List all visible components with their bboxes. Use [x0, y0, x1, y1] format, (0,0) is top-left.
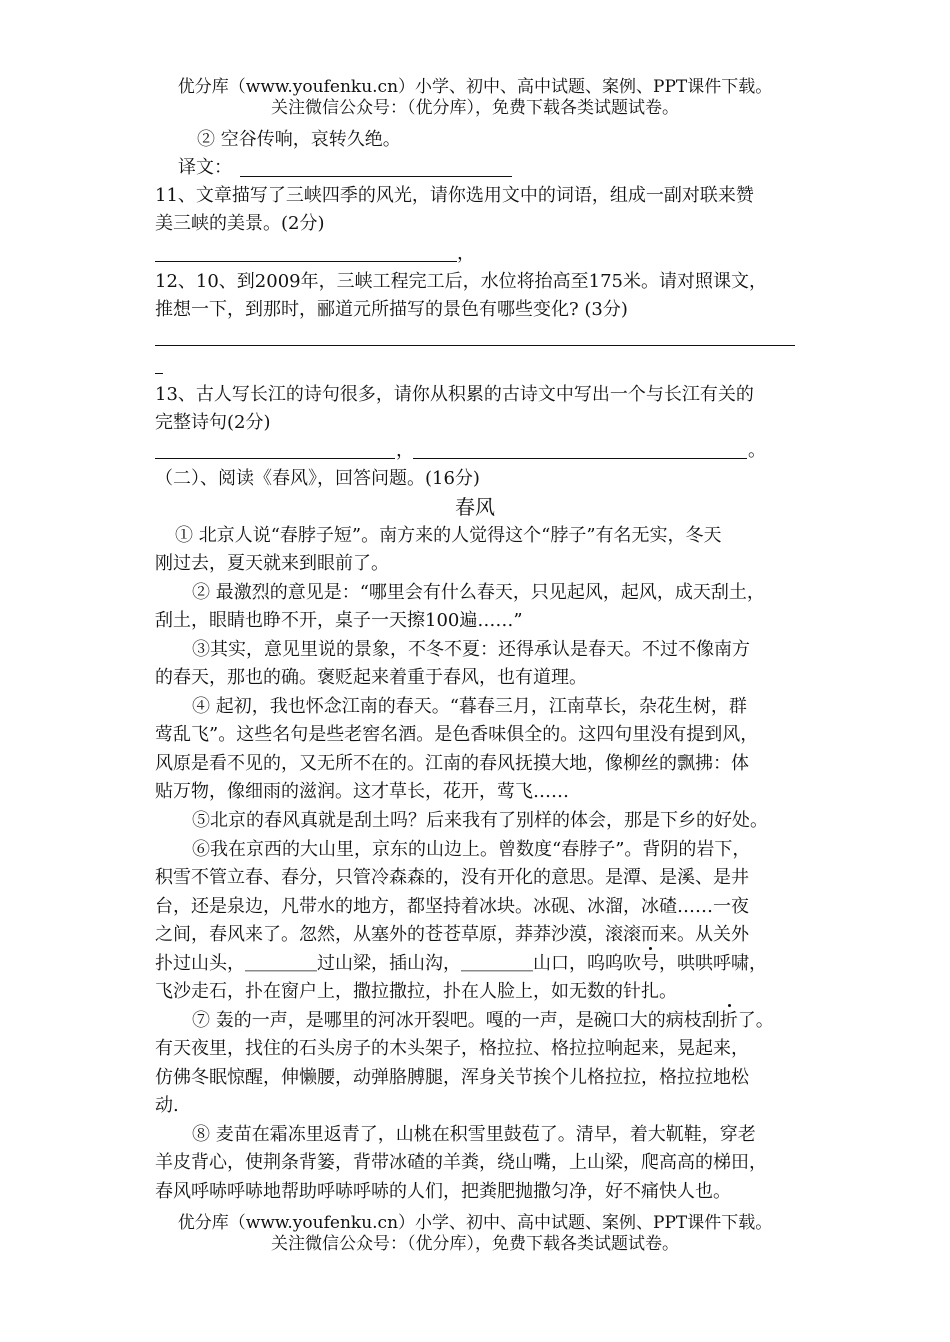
q13-line-2: 完整诗句(2分) [155, 412, 271, 433]
q12-line-2: 推想一下，到那时，郦道元所描写的景色有哪些变化? (3分) [155, 299, 628, 320]
p3-line-2: 的春天，那也的确。褒贬起来着重于春风，也有道理。 [155, 667, 587, 688]
p4-line-4: 贴万物，像细雨的滋润。这才草长，花开，莺飞…… [155, 781, 569, 802]
q13-comma: ， [396, 440, 414, 461]
q13-period: 。 [748, 440, 766, 461]
p1-line-2: 刚过去，夏天就来到眼前了。 [155, 553, 389, 574]
p7-line-1-a: ⑦ 轰的一声，是哪里的河冰开裂吧。嘎的一声，是碗口大的病枝刮 [192, 1010, 720, 1031]
p8-line-2: 羊皮背心，使荆条背篓，背带冰碴的羊粪，绕山嘴，上山梁，爬高高的梯田， [155, 1152, 767, 1173]
p3-line-1: ③其实，意见里说的景象，不冬不夏：还得承认是春天。不过不像南方 [192, 639, 750, 660]
p6-line-5-c: 山口，呜呜吹 [533, 953, 641, 974]
p6-line-2: 积雪不管立春、春分，只管冷森森的，没有开化的意思。是潭、是溪、是井 [155, 867, 749, 888]
p1-line-1: ① 北京人说“春脖子短”。南方来的人觉得这个“脖子”有名无实，冬天 [175, 525, 722, 546]
q11-line-2: 美三峡的美景。(2分) [155, 213, 325, 234]
p6-line-5-a: 扑过山头， [155, 953, 245, 974]
q13-line-1: 13、古人写长江的诗句很多，请你从积累的古诗文中写出一个与长江有关的 [155, 384, 754, 405]
q10-translation-blank[interactable] [240, 176, 512, 177]
footer-line-2: 关注微信公众号：（优分库），免费下载各类试题试卷。 [271, 1234, 679, 1254]
q12-answer-blank[interactable] [155, 345, 795, 346]
q10-translation-label: 译文： [178, 157, 232, 178]
p6-line-5 [155, 952, 767, 976]
header-line-2: 关注微信公众号：（优分库），免费下载各类试题试卷。 [271, 98, 679, 118]
header-line-1: 优分库（www.youfenku.cn）小学、初中、高中试题、案例、PPT课件下载。 [177, 77, 773, 97]
p4-line-2: 莺乱飞”。这些名句是些老窖名酒。是色香味俱全的。这四句里没有提到风， [155, 724, 759, 745]
p7-line-1-b: 了。 [737, 1010, 774, 1031]
p2-line-1: ② 最激烈的意见是：“哪里会有什么春天，只见起风，起风，成天刮土， [192, 582, 765, 603]
p6-line-5-d: ，哄哄呼啸， [659, 953, 767, 974]
section-2-heading: （二）、阅读《春风》，回答问题。(16分) [155, 468, 480, 489]
q11-comma: ， [457, 243, 475, 264]
p6-fill-blank-1[interactable]: ＿＿＿＿ [245, 953, 317, 974]
q10-translation-row [178, 156, 232, 180]
p6-dotted-char: 号 [641, 953, 659, 974]
passage-title: 春风 [455, 495, 495, 519]
p5-line-1: ⑤北京的春风真就是刮土吗？后来我有了别样的体会，那是下乡的好处。 [192, 810, 768, 831]
p4-line-3: 风原是看不见的，又无所不在的。江南的春风抚摸大地，像柳丝的飘拂：体 [155, 753, 749, 774]
q11-line-1: 11、文章描写了三峡四季的风光，请你选用文中的词语，组成一副对联来赞 [155, 185, 754, 206]
q13-answer-blank-2[interactable] [413, 458, 747, 459]
p6-line-1: ⑥我在京西的大山里，京东的山边上。曾数度“春脖子”。背阴的岩下， [192, 839, 751, 860]
p7-line-3: 仿佛冬眠惊醒，伸懒腰，动弹胳膊腿，浑身关节挨个儿格拉拉，格拉拉地松 [155, 1067, 749, 1088]
p8-line-3: 春风呼哧呼哧地帮助呼哧呼哧的人们，把粪肥抛撒匀净，好不痛快人也。 [155, 1181, 731, 1202]
p6-fill-blank-2[interactable]: ＿＿＿＿ [461, 953, 533, 974]
p6-line-3: 台，还是泉边，凡带水的地方，都坚持着冰块。冰砚、冰溜，冰碴……一夜 [155, 896, 749, 917]
p7-dotted-char: 折 [719, 1010, 738, 1031]
q10-item-2: ② 空谷传响，哀转久绝。 [197, 129, 401, 150]
q12-answer-blank-tail [155, 373, 163, 374]
q12-line-1: 12、10、到2009年，三峡工程完工后，水位将抬高至175米。请对照课文， [155, 271, 767, 292]
p8-line-1: ⑧ 麦苗在霜冻里返青了，山桃在积雪里鼓苞了。清早，着大靰鞋，穿老 [192, 1124, 756, 1145]
p6-line-6: 飞沙走石，扑在窗户上，撒拉撒拉，扑在人脸上，如无数的针扎。 [155, 981, 677, 1002]
footer-line-1: 优分库（www.youfenku.cn）小学、初中、高中试题、案例、PPT课件下载。 [177, 1213, 773, 1233]
p2-line-2: 刮土，眼睛也睁不开，桌子一天擦100遍……” [155, 610, 523, 631]
p7-line-1 [192, 1009, 774, 1033]
p4-line-1: ④ 起初，我也怀念江南的春天。“暮春三月，江南草长，杂花生树，群 [192, 696, 747, 717]
q13-answer-blank-1[interactable] [155, 458, 395, 459]
p7-line-4: 动. [155, 1095, 179, 1116]
p6-line-4: 之间，春风来了。忽然，从塞外的苍苍草原，莽莽沙漠，滚滚而来。从关外 [155, 924, 749, 945]
q11-answer-blank[interactable] [155, 261, 457, 262]
p7-line-2: 有天夜里，找住的石头房子的木头架子，格拉拉、格拉拉响起来，晃起来， [155, 1038, 749, 1059]
p6-line-5-b: 过山梁，插山沟， [317, 953, 461, 974]
